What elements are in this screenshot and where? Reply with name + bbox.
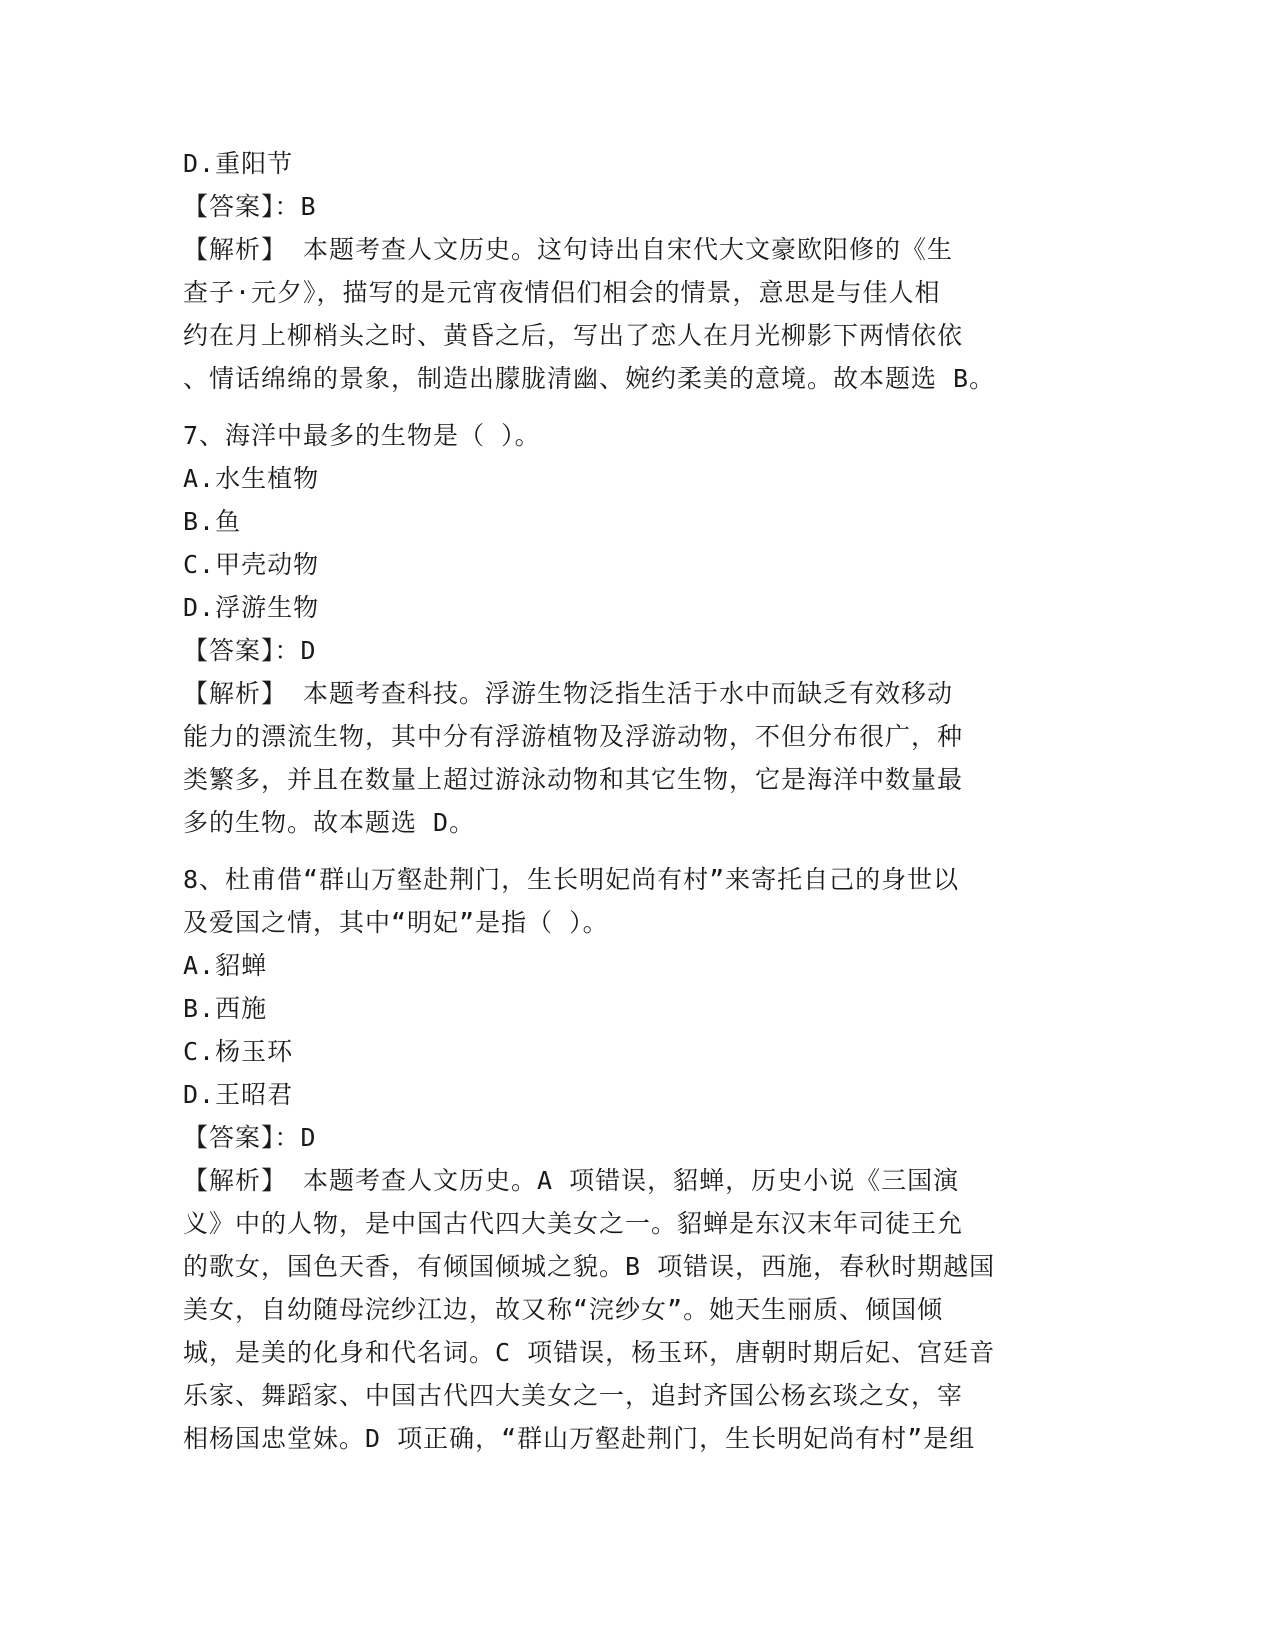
prev-question-tail bbox=[183, 142, 1083, 400]
option-d: D.王昭君 bbox=[183, 1080, 294, 1109]
answer-line: 【答案】：D bbox=[183, 1123, 317, 1152]
analysis-line: 乐家、舞蹈家、中国古代四大美女之一，追封齐国公杨玄琰之女，宰 bbox=[183, 1381, 964, 1410]
analysis-line: 美女，自幼随母浣纱江边，故又称“浣纱女”。她天生丽质、倾国倾 bbox=[183, 1295, 944, 1324]
analysis-line: 约在月上柳梢头之时、黄昏之后，写出了恋人在月光柳影下两情依依 bbox=[183, 321, 964, 350]
analysis bbox=[183, 1159, 1083, 1460]
analysis-line: 、情话绵绵的景象，制造出朦胧清幽、婉约柔美的意境。故本题选 B。 bbox=[183, 364, 996, 393]
question-stem: 及爱国之情，其中“明妃”是指（ ）。 bbox=[183, 908, 609, 937]
analysis-line: 义》中的人物，是中国古代四大美女之一。貂蝉是东汉末年司徒王允 bbox=[183, 1209, 964, 1238]
question-8 bbox=[183, 858, 1083, 1460]
option-b: B.西施 bbox=[183, 994, 268, 1023]
analysis-line: 的歌女，国色天香，有倾国倾城之貌。B 项错误，西施，春秋时期越国 bbox=[183, 1252, 996, 1281]
document-page bbox=[183, 142, 1083, 1460]
option-d: D.重阳节 bbox=[183, 149, 294, 178]
analysis-line: 城，是美的化身和代名词。C 项错误，杨玉环，唐朝时期后妃、宫廷音 bbox=[183, 1338, 996, 1367]
analysis-line: 查子·元夕》，描写的是元宵夜情侣们相会的情景，意思是与佳人相 bbox=[183, 278, 941, 307]
question-stem: 7、海洋中最多的生物是（ ）。 bbox=[183, 421, 541, 450]
analysis-line: 类繁多，并且在数量上超过游泳动物和其它生物，它是海洋中数量最 bbox=[183, 765, 964, 794]
analysis-line: 【解析】 本题考查科技。浮游生物泛指生活于水中而缺乏有效移动 bbox=[183, 679, 954, 708]
option-c: C.甲壳动物 bbox=[183, 550, 320, 579]
answer-line: 【答案】：B bbox=[183, 192, 317, 221]
option-c: C.杨玉环 bbox=[183, 1037, 294, 1066]
analysis bbox=[183, 228, 1083, 400]
option-a: A.貂蝉 bbox=[183, 951, 268, 980]
analysis-line: 相杨国忠堂妹。D 项正确，“群山万壑赴荆门，生长明妃尚有村”是组 bbox=[183, 1424, 976, 1453]
option-a: A.水生植物 bbox=[183, 464, 320, 493]
option-d: D.浮游生物 bbox=[183, 593, 320, 622]
answer-line: 【答案】：D bbox=[183, 636, 317, 665]
analysis-line: 【解析】 本题考查人文历史。A 项错误，貂蝉，历史小说《三国演 bbox=[183, 1166, 960, 1195]
question-7 bbox=[183, 414, 1083, 844]
analysis-line: 能力的漂流生物，其中分有浮游植物及浮游动物，不但分布很广，种 bbox=[183, 722, 964, 751]
analysis bbox=[183, 672, 1083, 844]
question-stem: 8、杜甫借“群山万壑赴荆门，生长明妃尚有村”来寄托自己的身世以 bbox=[183, 865, 960, 894]
analysis-line: 多的生物。故本题选 D。 bbox=[183, 808, 476, 837]
analysis-line: 【解析】 本题考查人文历史。这句诗出自宋代大文豪欧阳修的《生 bbox=[183, 235, 954, 264]
option-b: B.鱼 bbox=[183, 507, 242, 536]
